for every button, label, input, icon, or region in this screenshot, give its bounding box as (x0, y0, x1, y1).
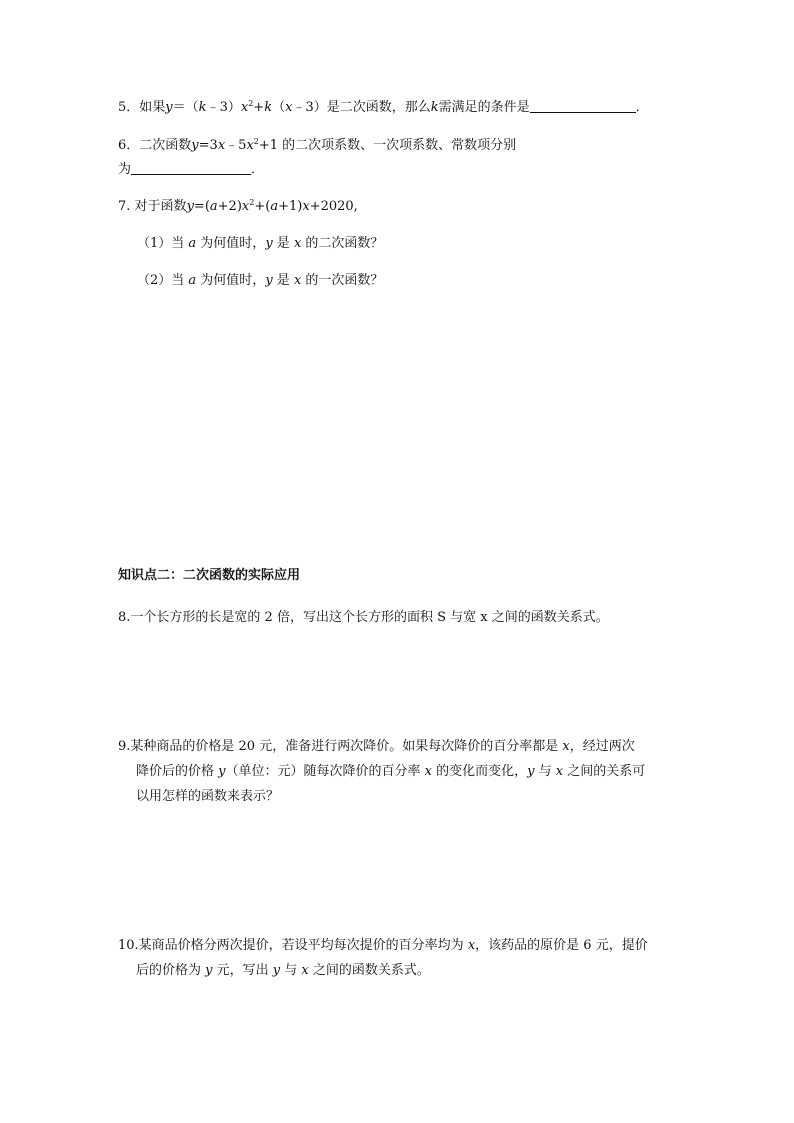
question-6-line-2: 为 ． (118, 162, 265, 177)
q7-number: 7. (118, 199, 135, 214)
question-7: 7. 对于函数$y=(a+2)x^2+(a+1)x+2020$, (118, 198, 358, 214)
question-10: 10.某商品价格分两次提价，若设平均每次提价的百分率均为 x，该药品的原价是 6 元，提价 (118, 938, 648, 953)
section-heading: 知识点二：二次函数的实际应用 (118, 568, 301, 583)
answer-blank[interactable] (530, 99, 636, 113)
question-6: 6．二次函数$y=3x﹣5x^2+1$ 的二次项系数、一次项系数、常数项分别 (118, 137, 517, 153)
question-10-line-2: 后的价格为 y 元，写出 y 与 x 之间的函数关系式。 (136, 963, 430, 978)
question-9: 9.某种商品的价格是 20 元，准备进行两次降价。如果每次降价的百分率都是 x，经过两次 (118, 739, 635, 754)
answer-blank[interactable] (131, 161, 251, 175)
question-9-line-3: 以用怎样的函数来表示？ (136, 789, 280, 804)
question-7-part-2: （2）当 a 为何值时，y 是 x 的一次函数？ (137, 273, 384, 288)
q6-number: 6． (118, 138, 140, 153)
question-5: 5．如果$y=(k﹣3)x^2+k(x﹣3)$是二次函数，那么k需满足的条件是 ． (118, 99, 649, 115)
q5-number: 5． (118, 100, 140, 115)
question-7-part-1: （1）当 a 为何值时，y 是 x 的二次函数？ (137, 236, 384, 251)
question-8: 8.一个长方形的长是宽的 2 倍，写出这个长方形的面积 S 与宽 x 之间的函数关系式。 (118, 610, 609, 625)
question-9-line-2: 降价后的价格 y（单位：元）随每次降价的百分率 x 的变化而变化，y 与 x 之间的关系可 (136, 764, 646, 779)
